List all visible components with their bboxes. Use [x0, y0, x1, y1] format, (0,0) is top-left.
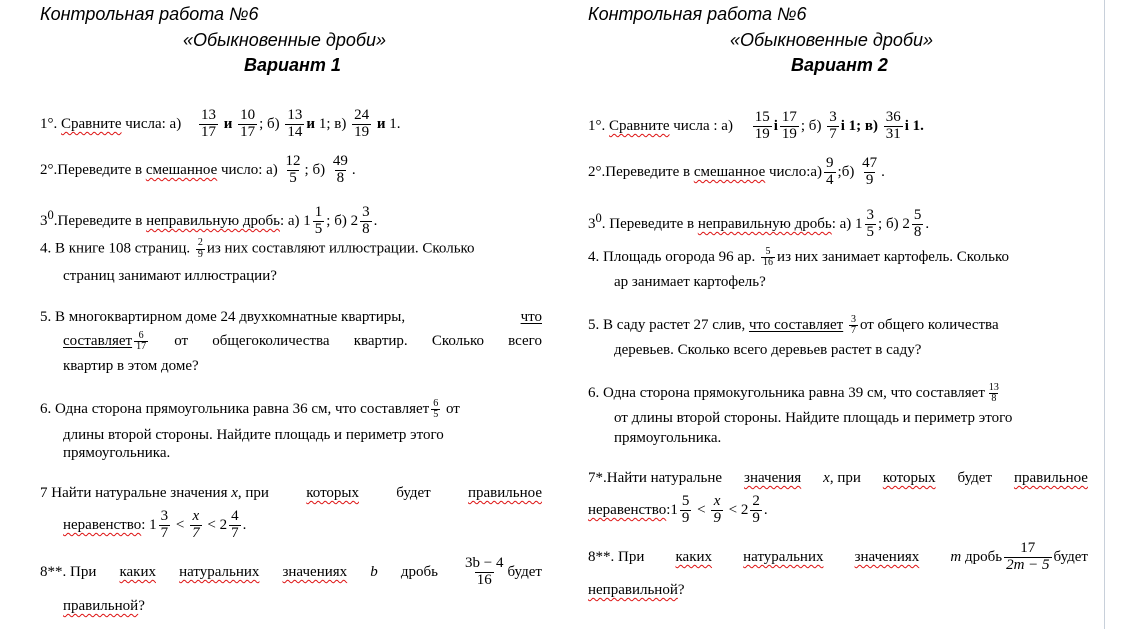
v2-task-5: 5. В саду растет 27 слив, что составляет $\frac{3}{7}$ от общего количества	[588, 313, 999, 337]
fraction: $\frac{4}{7}$	[231, 508, 239, 542]
fraction: $\frac{10}{17}$	[240, 107, 256, 141]
v1-subtitle: «Обыкновенные дроби»	[183, 30, 386, 50]
fraction: $\frac{2}{9}$	[752, 493, 760, 527]
v1-task-5-line-2: составляет $\frac{6}{17}$ от общегоколичества квартир. Сколько всего	[63, 329, 542, 353]
v1-task-6-line-2: длины второй стороны. Найдите площадь и периметр этого	[63, 427, 444, 443]
v2-task-6: 6. Одна сторона прямокугольника равна 39 см, что составляет $\frac{13}{8}$	[588, 381, 999, 405]
v1-variant-label: Вариант 1	[244, 55, 341, 75]
v1-task-2: 2°.Переведите в смешанное число: а) $\frac{12}{5}$ ; б) $\frac{49}{8}$ .	[40, 153, 356, 187]
v2-task-4-line-2: ар занимает картофель?	[614, 274, 766, 290]
fraction: $\frac{6}{17}$	[136, 329, 147, 353]
fraction: $\frac{13}{17}$	[200, 107, 216, 141]
v2-task-5-line-2: деревьев. Сколько всего деревьев растет в саду?	[614, 342, 922, 358]
v1-task-1: 1°. Сравните числа: а) $\frac{13}{17}$ и $\frac{10}{17}$ ; б) $\frac{13}{14}$ и 1; в) $\frac{24}{19}$ и 1.	[40, 107, 401, 141]
v2-task-1: 1°. Сравните числа : а) $\frac{15}{19}$ і $\frac{17}{19}$ ; б) $\frac{3}{7}$ і 1; в) $\frac{36}{31}$ і 1.	[588, 109, 924, 143]
fraction: $\frac{15}{19}$	[754, 109, 770, 143]
v2-task-8-line-2: неправильной?	[588, 582, 685, 598]
fraction: $\frac{3}{7}$	[850, 313, 856, 337]
v2-task-6-line-2: от длины второй стороны. Найдите площадь и периметр этого	[614, 410, 1013, 426]
v1-task-4: 4. В книге 108 страниц. $\frac{2}{9}$ из них составляют иллюстрации. Сколько	[40, 237, 475, 260]
fraction: $\frac{17}{19}$	[781, 109, 797, 143]
v1-task-8: 8**. При каких натуральних значениях b дробь $\frac{3b - 4}{16}$ будет	[40, 555, 542, 589]
v1-task-7: 7 Найти натуральне значения x, при которых будет правильное	[40, 485, 542, 501]
fraction: $\frac{47}{9}$	[862, 155, 878, 189]
v1-task-6: 6. Одна сторона прямоугольника равна 36 см, что составляет $\frac{6}{5}$ от	[40, 397, 460, 421]
v1-task-5-line-3: квартир в этом доме?	[63, 358, 199, 374]
v2-variant-label: Вариант 2	[791, 55, 888, 75]
fraction: $\frac{2}{9}$	[197, 237, 203, 260]
fraction: $\frac{24}{19}$	[354, 107, 370, 141]
fraction: $\frac{5}{9}$	[681, 493, 690, 527]
fraction: $\frac{x}{7}$	[192, 508, 200, 542]
v1-task-3: $3^0.Переведите$ в неправильную дробь: а) 1 $\frac{1}{5}$ ; б) 2 $\frac{3}{8}$ .	[40, 204, 378, 238]
v1-task-7-line-2: неравенство: 1 $\frac{3}{7}$ < $\frac{x}{7}$ < 2 $\frac{4}{7}$ .	[63, 508, 247, 542]
fraction: $\frac{36}{31}$	[885, 109, 901, 143]
fraction: $\frac{3}{8}$	[362, 204, 370, 238]
v2-task-8: 8**. При каких натуральних значениях m дробь $\frac{17}{2m - 5}$ будет	[588, 540, 1088, 574]
fraction: $\frac{3}{7}$	[160, 508, 169, 542]
fraction: $\frac{3}{7}$	[829, 109, 837, 143]
variant-2-column	[560, 0, 1125, 629]
fraction: $\frac{5}{16}$	[763, 245, 774, 269]
fraction: $\frac{9}{4}$	[826, 155, 834, 189]
variant-1-column	[0, 0, 560, 629]
v2-task-7-line-2: неравенство:1 $\frac{5}{9}$ < $\frac{x}{9}$ < 2 $\frac{2}{9}$ .	[588, 493, 768, 527]
v2-subtitle: «Обыкновенные дроби»	[730, 30, 933, 50]
fraction: $\frac{49}{8}$	[332, 153, 348, 187]
fraction: $\frac{13}{14}$	[287, 107, 303, 141]
v1-task-4-line-2: страниц занимают иллюстрации?	[63, 268, 277, 284]
v2-title: Контрольная работа №6	[588, 4, 807, 24]
v2-task-3: $3^0$. Переведите в неправильную дробь: а) 1 $\frac{3}{5}$ ; б) 2 $\frac{5}{8}$ .	[588, 207, 930, 241]
fraction: $\frac{1}{5}$	[314, 204, 323, 238]
fraction: $\frac{3b - 4}{16}$	[465, 555, 504, 589]
v2-task-6-line-3: прямоугольника.	[614, 430, 722, 446]
v1-task-5: 5. В многоквартирном доме 24 двухкомнатные квартиры, что	[40, 309, 542, 325]
v1-title: Контрольная работа №6	[40, 4, 259, 24]
fraction: $\frac{3}{5}$	[866, 207, 875, 241]
v2-task-2: 2°.Переведите в смешанное число:а) $\frac{9}{4}$ ;б) $\frac{47}{9}$ .	[588, 155, 885, 189]
v1-task-6-line-3: прямоугольника.	[63, 445, 171, 461]
fraction: $\frac{17}{2m - 5}$	[1006, 540, 1050, 574]
fraction: $\frac{6}{5}$	[433, 397, 439, 421]
fraction: $\frac{13}{8}$	[988, 381, 999, 405]
fraction: $\frac{x}{9}$	[713, 493, 721, 527]
v2-task-4: 4. Площадь огорода 96 ар. $\frac{5}{16}$ из них занимает картофель. Сколько	[588, 245, 1009, 269]
fraction: $\frac{5}{8}$	[913, 207, 922, 241]
fraction: $\frac{12}{5}$	[285, 153, 301, 187]
v2-task-7: 7*.Найти натуральне значения x, при которых будет правильное	[588, 470, 1088, 486]
v1-task-8-line-2: правильной?	[63, 598, 145, 614]
